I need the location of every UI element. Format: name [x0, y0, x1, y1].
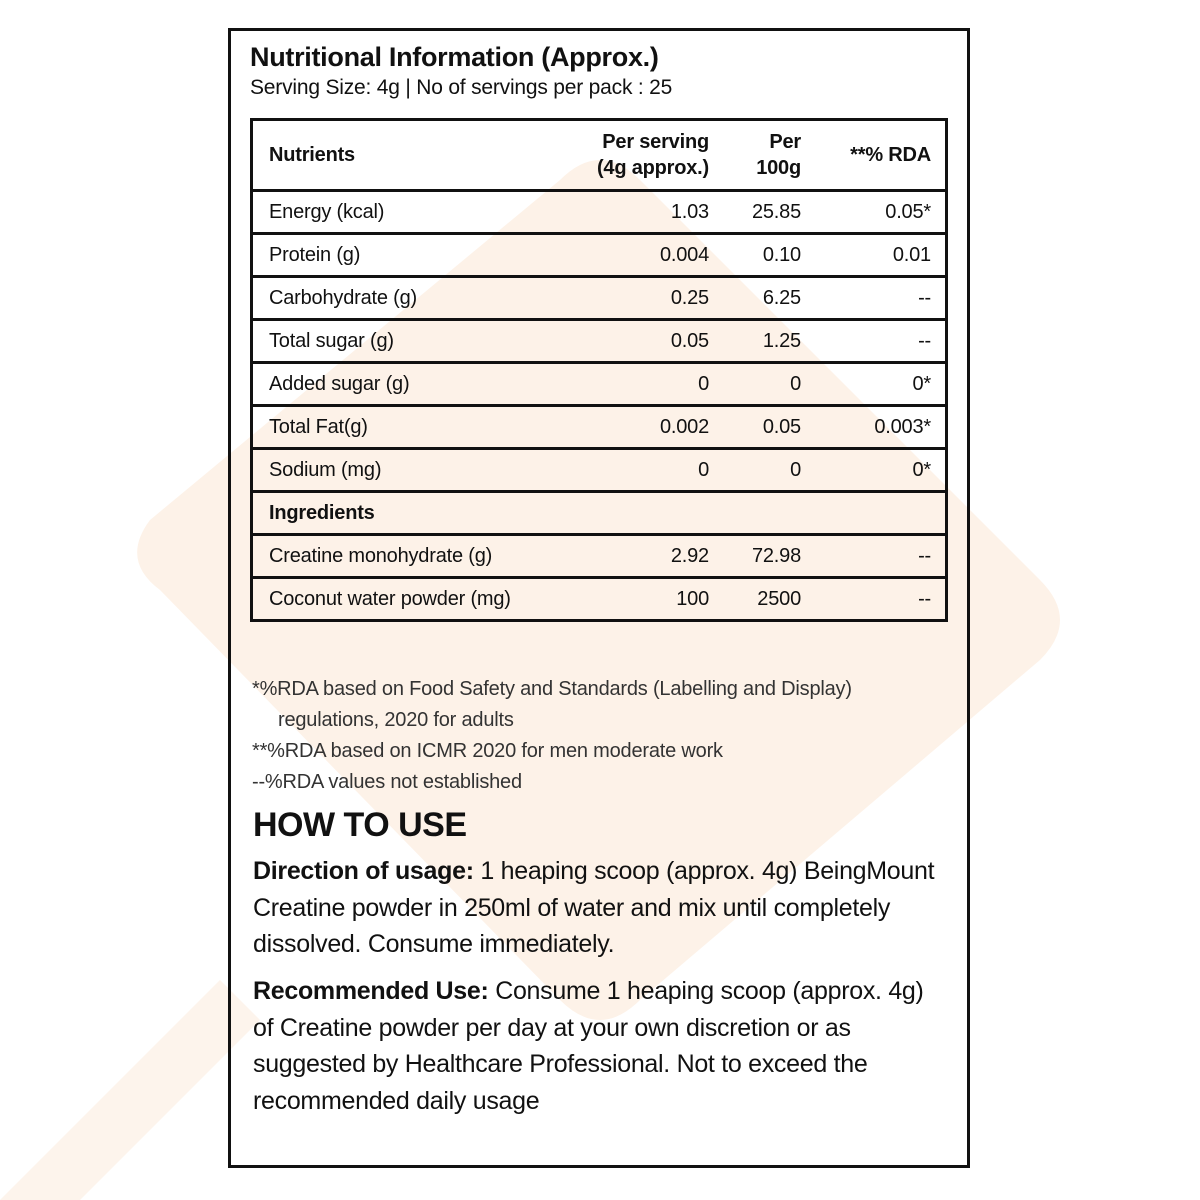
nutrient-name: Total sugar (g) — [252, 320, 580, 363]
table-row — [252, 320, 947, 363]
per-serving-value: 1.03 — [579, 191, 709, 234]
rda-value: 0.003* — [801, 406, 947, 449]
recommended-label: Recommended Use: — [253, 977, 489, 1005]
per-100g-value: 0 — [709, 449, 801, 492]
table-row — [252, 277, 947, 320]
per-100g-value: 72.98 — [709, 535, 801, 578]
rda-value: -- — [801, 277, 947, 320]
footnote: --%RDA values not established — [252, 771, 522, 793]
recommended-use — [253, 973, 943, 1119]
rda-value: -- — [801, 320, 947, 363]
direction-label: Direction of usage: — [253, 857, 474, 885]
direction-text: 1 heaping scoop (approx. 4g) BeingMount Creatine powder in 250ml of water and mix until completely dissolved. Consume immediately. — [253, 857, 935, 958]
rda-value: 0.05* — [801, 191, 947, 234]
rda-value: -- — [801, 535, 947, 578]
per-100g-value: 0.10 — [709, 234, 801, 277]
header-line: (4g approx.) — [596, 157, 709, 179]
nutrient-name: Protein (g) — [252, 234, 580, 277]
table-header-row — [252, 120, 947, 191]
header-rda: **% RDA — [801, 120, 947, 191]
nutrient-name: Energy (kcal) — [252, 191, 580, 234]
header-line: 100g — [756, 157, 801, 179]
per-100g-value: 1.25 — [709, 320, 801, 363]
serving-info: Serving Size: 4g | No of servings per pack : 25 — [250, 76, 673, 99]
per-serving-value: 0 — [579, 449, 709, 492]
nutrient-name: Coconut water powder (mg) — [252, 578, 580, 621]
per-serving-value: 100 — [579, 578, 709, 621]
header-line: Per serving — [602, 131, 709, 153]
header-line: Per — [769, 131, 801, 153]
nutrient-name: Carbohydrate (g) — [252, 277, 580, 320]
nutrient-name: Sodium (mg) — [252, 449, 580, 492]
per-serving-value: 0.05 — [579, 320, 709, 363]
per-serving-value: 0.25 — [579, 277, 709, 320]
rda-value: 0* — [801, 449, 947, 492]
footnote: regulations, 2020 for adults — [278, 709, 514, 731]
page-title: Nutritional Information (Approx.) — [250, 42, 659, 72]
per-serving-value: 0 — [579, 363, 709, 406]
footnote: **%RDA based on ICMR 2020 for men moderate work — [252, 740, 723, 762]
footnote: *%RDA based on Food Safety and Standards (Labelling and Display) — [252, 678, 852, 700]
header-per-serving — [579, 120, 709, 191]
table-row — [252, 449, 947, 492]
header-per-100g — [709, 120, 801, 191]
per-serving-value: 0.004 — [579, 234, 709, 277]
table-row — [252, 406, 947, 449]
per-serving-value: 2.92 — [579, 535, 709, 578]
per-100g-value: 0 — [709, 363, 801, 406]
rda-value: 0* — [801, 363, 947, 406]
nutrient-name: Total Fat(g) — [252, 406, 580, 449]
rda-value: 0.01 — [801, 234, 947, 277]
recommended-text: Consume 1 heaping scoop (approx. 4g) of Creatine powder per day at your own discretion or as suggested by Healthcare Professional. Not to exceed the recommended daily usage — [253, 977, 924, 1115]
table-row — [252, 363, 947, 406]
per-100g-value: 25.85 — [709, 191, 801, 234]
rda-value: -- — [801, 578, 947, 621]
header-nutrients: Nutrients — [252, 120, 580, 191]
per-100g-value: 6.25 — [709, 277, 801, 320]
table-row — [252, 234, 947, 277]
per-serving-value: 0.002 — [579, 406, 709, 449]
nutrition-table — [250, 118, 948, 622]
nutrient-name: Creatine monohydrate (g) — [252, 535, 580, 578]
per-100g-value: 2500 — [709, 578, 801, 621]
table-row — [252, 535, 947, 578]
how-to-use-heading: HOW TO USE — [253, 806, 467, 844]
table-row — [252, 578, 947, 621]
table-row — [252, 191, 947, 234]
footnotes — [252, 674, 852, 798]
ingredients-label: Ingredients — [252, 492, 947, 535]
nutrient-name: Added sugar (g) — [252, 363, 580, 406]
direction-of-usage — [253, 853, 943, 963]
ingredients-section-row — [252, 492, 947, 535]
per-100g-value: 0.05 — [709, 406, 801, 449]
